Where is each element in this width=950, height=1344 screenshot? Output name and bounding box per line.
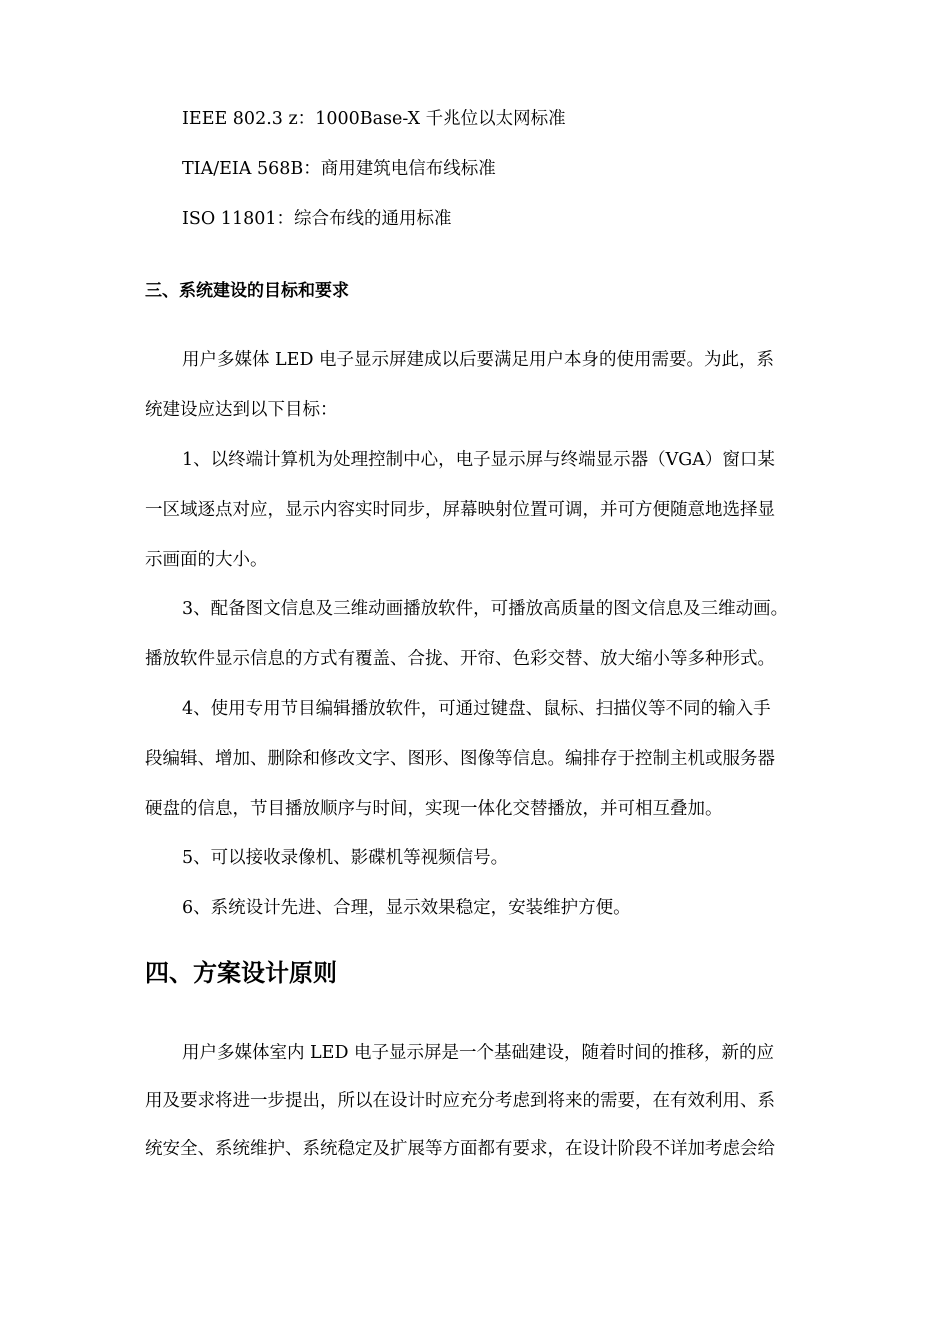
section-4-paragraph-line-2: 用及要求将进一步提出，所以在设计时应充分考虑到将来的需要，在有效利用、系 xyxy=(145,1091,775,1111)
goal-1-line-2: 一区域逐点对应，显示内容实时同步，屏幕映射位置可调，并可方便随意地选择显 xyxy=(145,500,775,520)
standard-ieee-8023z: IEEE 802.3 z：1000Base-X 千兆位以太网标准 xyxy=(182,109,566,129)
section-4-paragraph-line-3: 统安全、系统维护、系统稳定及扩展等方面都有要求，在设计阶段不详加考虑会给 xyxy=(145,1139,775,1159)
section-3-intro-line-1: 用户多媒体 LED 电子显示屏建成以后要满足用户本身的使用需要。为此，系 xyxy=(182,350,775,370)
standard-tia-eia-568b: TIA/EIA 568B：商用建筑电信布线标准 xyxy=(182,159,496,179)
goal-1-line-3: 示画面的大小。 xyxy=(145,550,268,570)
goal-6: 6、系统设计先进、合理，显示效果稳定，安装维护方便。 xyxy=(182,898,631,918)
goal-3-line-1: 3、配备图文信息及三维动画播放软件，可播放高质量的图文信息及三维动画。 xyxy=(182,599,789,619)
goal-1-line-1: 1、以终端计算机为处理控制中心，电子显示屏与终端显示器（VGA）窗口某 xyxy=(182,450,775,470)
goal-4-line-2: 段编辑、增加、删除和修改文字、图形、图像等信息。编排存于控制主机或服务器 xyxy=(145,749,775,769)
section-3-intro-line-2: 统建设应达到以下目标： xyxy=(145,400,338,420)
section-3-heading: 三、系统建设的目标和要求 xyxy=(145,281,349,301)
goal-3-line-2: 播放软件显示信息的方式有覆盖、合拢、开帘、色彩交替、放大缩小等多种形式。 xyxy=(145,649,775,669)
section-4-paragraph-line-1: 用户多媒体室内 LED 电子显示屏是一个基础建设，随着时间的推移，新的应 xyxy=(182,1043,775,1063)
goal-4-line-1: 4、使用专用节目编辑播放软件，可通过键盘、鼠标、扫描仪等不同的输入手 xyxy=(182,699,771,719)
standard-iso-11801: ISO 11801：综合布线的通用标准 xyxy=(182,209,452,229)
section-4-heading: 四、方案设计原则 xyxy=(145,958,337,987)
goal-5: 5、可以接收录像机、影碟机等视频信号。 xyxy=(182,848,509,868)
goal-4-line-3: 硬盘的信息，节目播放顺序与时间，实现一体化交替播放，并可相互叠加。 xyxy=(145,799,723,819)
